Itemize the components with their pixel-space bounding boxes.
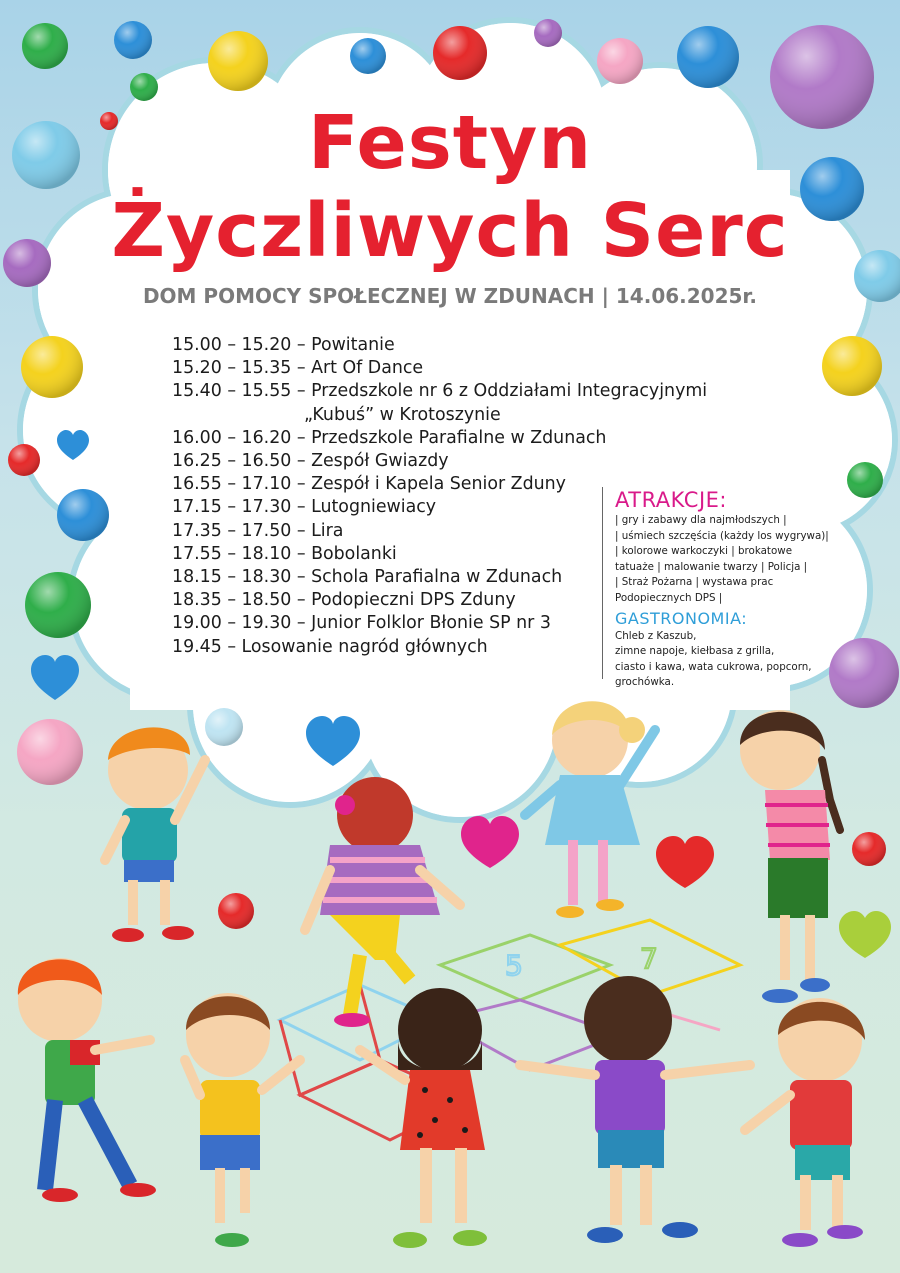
schedule-item: 17.35 – 17.50 – Lira [172,520,344,541]
subtitle: DOM POMOCY SPOŁECZNEJ W ZDUNACH | 14.06.2025r. [142,284,758,308]
attractions-line: | Straż Pożarna | wystawa prac [615,576,774,589]
hopscotch-grid [280,920,740,1140]
schedule-item-continuation: „Kubuś” w Krotoszynie [304,404,501,425]
schedule-item: 15.40 – 15.55 – Przedszkole nr 6 z Oddziałami Integracyjnymi „Kubuś” w Krotoszynie [172,380,732,426]
attractions-line: | kolorowe warkoczyki | brokatowe [615,545,793,558]
schedule-item: 19.45 – Losowanie nagród głównych [172,636,488,657]
attractions-line: | gry i zabawy dla najmłodszych | [615,514,787,526]
schedule-item: 15.20 – 15.35 – Art Of Dance [172,358,424,379]
schedule-item: 18.15 – 18.30 – Schola Parafialna w Zdunach [172,567,563,588]
attractions-line: tatuaże | malowanie twarzy | Policja | [615,560,808,573]
attractions-line: Podopiecznych DPS | [615,591,723,604]
kid-orange-hair-top-left [105,727,205,942]
attractions-line: | uśmiech szczęścia (każdy los wygrywa)| [615,529,829,542]
schedule-item: 17.15 – 17.30 – Lutogniewiacy [172,497,437,518]
kid-brown-braid-right [740,710,840,1003]
schedule-item: 19.00 – 19.30 – Junior Folklor Błonie SP nr 3 [172,613,551,634]
gastronomy-line: zimne napoje, kiełbasa z grilla, [615,645,775,658]
hopscotch-number-5: 5 [505,949,523,982]
hopscotch-number-7: 7 [640,942,658,975]
schedule-item: 16.25 – 16.50 – Zespół Gwiazdy [172,451,449,472]
title-line-2: Życzliwych Serc [111,188,789,274]
schedule-item: 18.35 – 18.50 – Podopieczni DPS Zduny [172,590,516,611]
gastronomy-line: grochówka. [615,676,675,689]
schedule-item: 16.55 – 17.10 – Zespół i Kapela Senior Zduny [172,474,566,495]
kid-purple-shirt [520,976,750,1243]
title-line-1: Festyn [307,100,593,186]
gastronomy-line: ciasto i kawa, wata cukrowa, popcorn, [615,660,812,673]
schedule-item: 16.00 – 16.20 – Przedszkole Parafialne w Zdunach [172,427,607,448]
kid-red-dotted-dress [360,988,487,1248]
gastronomy-line: Chleb z Kaszub, [615,629,697,642]
schedule-item: 15.00 – 15.20 – Powitanie [172,335,395,355]
kid-red-shirt-right [745,998,865,1247]
schedule-item: 17.55 – 18.10 – Bobolanki [172,543,397,564]
kid-red-hair-green-shirt [18,958,156,1202]
attractions-heading: ATRAKCJE: [615,488,727,512]
attractions-panel [602,487,842,689]
gastronomy-heading: GASTRONOMIA: [615,608,748,628]
